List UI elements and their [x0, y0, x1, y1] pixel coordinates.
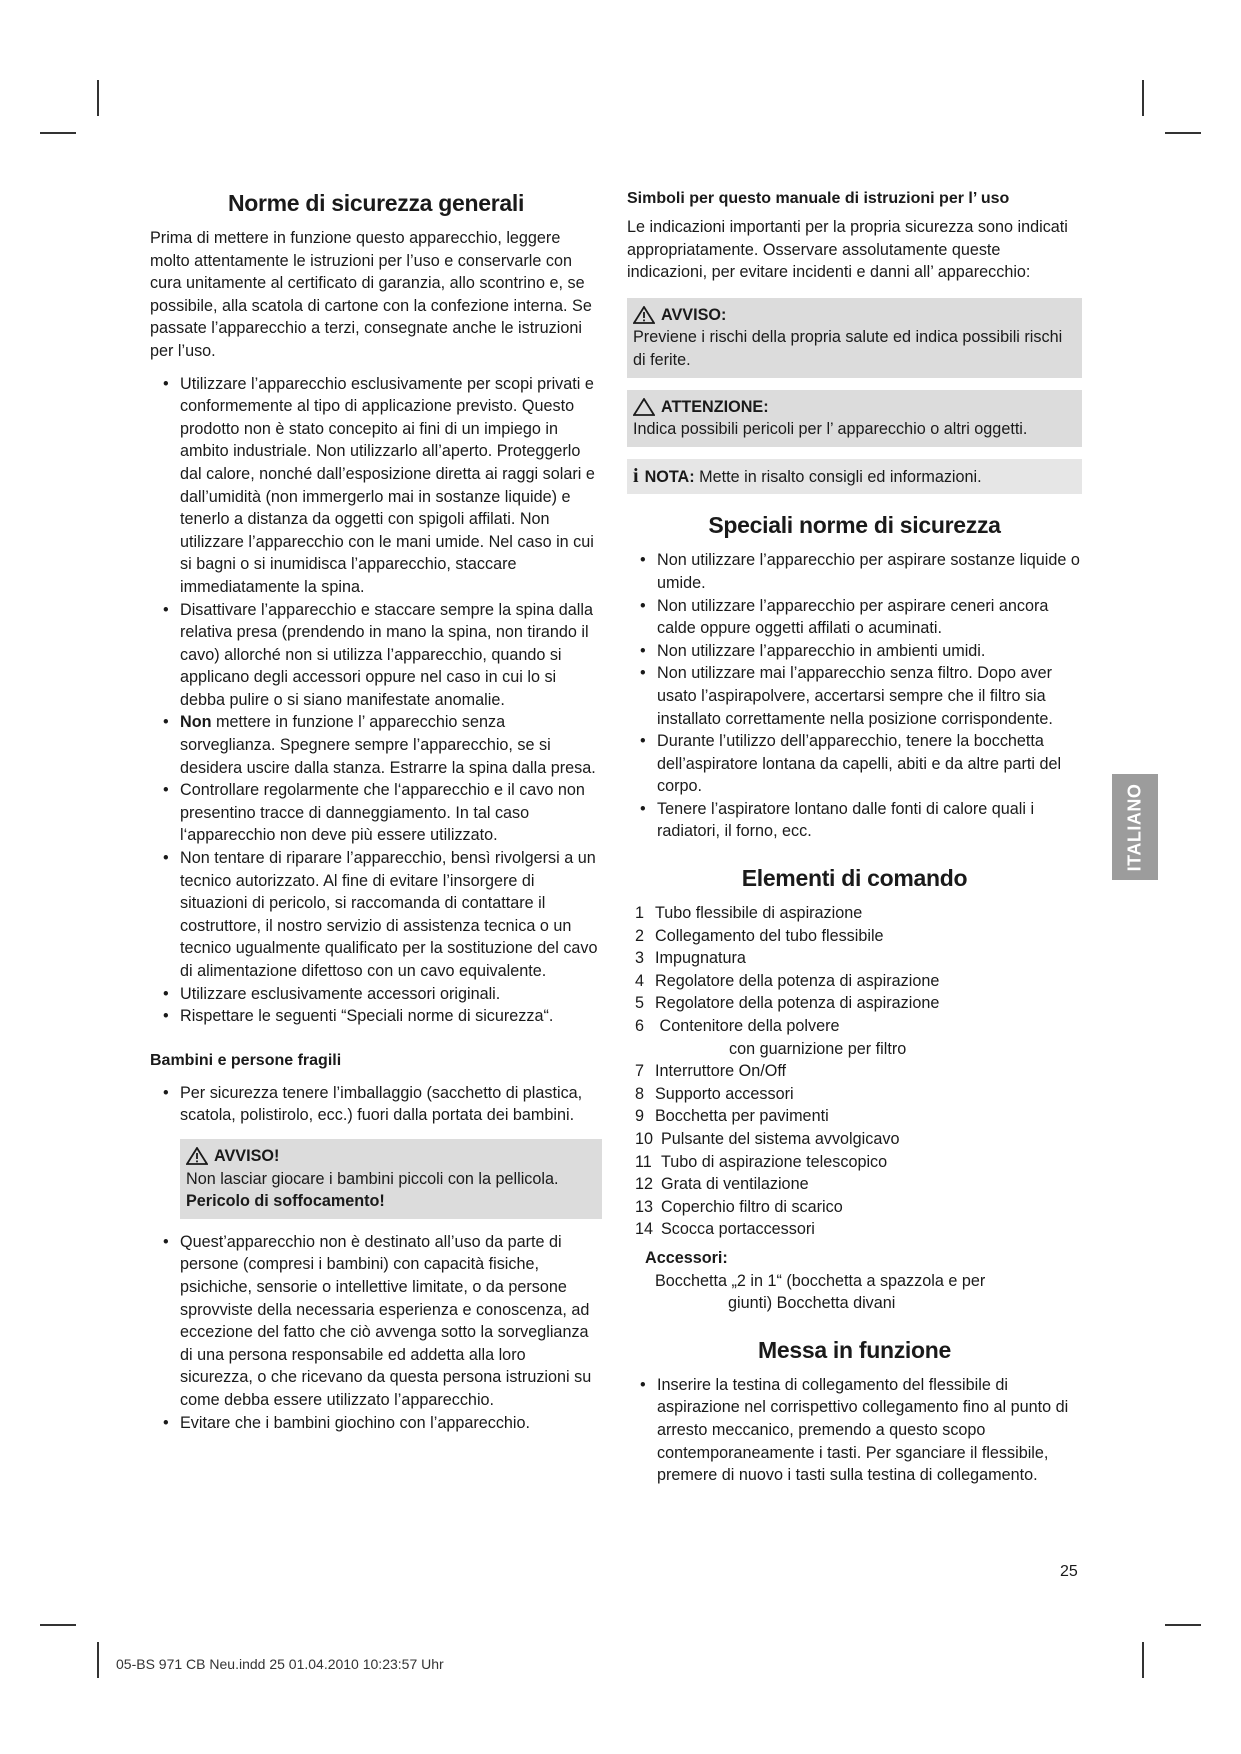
crop-mark — [40, 132, 76, 134]
list-item: • Non mettere in funzione l’ apparecchio senza sorveglianza. Spegnere sempre l’apparecchio, se si desidera uscire dalla stanza. Estrarre la spina dalla presa. — [163, 713, 596, 777]
list-item: 9 Bocchetta per pavimenti — [635, 1107, 829, 1126]
kids-bullet-list-2 — [150, 1231, 602, 1434]
attenzione-head: ATTENZIONE: — [633, 396, 1076, 419]
crop-mark — [97, 1642, 99, 1678]
special-safety-title: Speciali norme di sicurezza — [708, 512, 1001, 539]
warning-triangle-icon — [186, 1147, 208, 1165]
list-item: 13 Coperchio filtro di scarico — [635, 1197, 843, 1216]
attenzione-box — [627, 390, 1082, 447]
list-item: 4 Regolatore della potenza di aspirazione — [635, 971, 940, 990]
symbols-intro: Le indicazioni importanti per la propria sicurezza sono indicati appropriatamente. Osservare assolutamente queste indicazioni, per evitare incidenti e danni all’ apparecchio: — [627, 218, 1068, 282]
list-item: 1 Tubo flessibile di aspirazione — [635, 904, 863, 923]
accessories-heading: Accessori: — [645, 1248, 728, 1267]
controls-list — [627, 902, 1082, 1241]
accessories-block — [627, 1247, 1082, 1315]
list-item: • Tenere l’aspiratore lontano dalle fonti di calore quali i radiatori, il forno, ecc. — [640, 799, 1035, 841]
nota-text: Mette in risalto consigli ed informazioni. — [699, 467, 982, 486]
start-bullet-list — [627, 1374, 1082, 1487]
safety-bullet-list — [150, 373, 602, 1028]
info-icon: i — [633, 464, 639, 487]
list-item: • Disattivare l’apparecchio e staccare sempre la spina dalla relativa presa (prendendo in mano la spina, non tirando il cavo) allorché non si utilizza l’apparecchio, quando si applicano degli accessori oppure nel caso in cui lo si debba pulire o si siano manifestate anomalie. — [163, 600, 593, 709]
left-column — [150, 190, 602, 1434]
warning-box — [180, 1139, 602, 1219]
crop-mark — [97, 80, 99, 116]
list-item: • Inserire la testina di collegamento del flessibile di aspirazione nel corrispettivo collegamento fino al punto di arresto meccanico, premendo a questo scopo contemporaneamente i tasti. Per sganciare il flessibile, premere di nuovo i tasti sulla testina di collegamento. — [640, 1375, 1069, 1485]
crop-mark — [40, 1624, 76, 1626]
list-item: • Non tentare di riparare l’apparecchio, bensì rivolgersi a un tecnico autorizzato. Al fine di evitare l’insorgere di situazioni di pericolo, si raccomanda di contattare il costruttore, il nostro servizio di assistenza tecnica o un tecnico ugualmente qualificato per la sostituzione del cavo di alimentazione difettoso con un cavo equivalente. — [163, 849, 598, 980]
print-footer: 05-BS 971 CB Neu.indd 25 01.04.2010 10:23:57 Uhr — [116, 1656, 444, 1672]
controls-title: Elementi di comando — [741, 865, 968, 892]
language-tab — [1112, 774, 1158, 880]
list-item: • Evitare che i bambini giochino con l’apparecchio. — [163, 1413, 531, 1432]
list-item: • Utilizzare l’apparecchio esclusivamente per scopi privati e conformemente al tipo di applicazione previsto. Questo prodotto non è stato concepito ai fini di un impiego in ambito industriale. Non utilizzarlo all’aperto. Proteggerlo dal calore, nonché dall’esposizione diretta ai raggi solari e dall’umidità (non immergerlo mai in sostanze liquide) e tenerlo a distanza da oggetti con spigoli affilati. Non utilizzare l’apparecchio con le mani umide. Nel caso in cui si bagni o si inumidisca l’apparecchio, staccare immediatamente la spina. — [163, 374, 595, 596]
list-item-continued: con guarnizione per filtro — [729, 1039, 907, 1058]
list-item: • Controllare regolarmente che l‘apparecchio e il cavo non presentino tracce di danneggiamento. In tal caso l‘apparecchio non deve più essere utilizzato. — [163, 781, 585, 845]
caution-triangle-icon — [633, 398, 655, 416]
right-column — [627, 190, 1082, 1487]
list-item: 3 Impugnatura — [635, 949, 746, 968]
warning-box-head: AVVISO! — [186, 1145, 596, 1168]
crop-mark — [1142, 1642, 1144, 1678]
list-item: 7 Interruttore On/Off — [635, 1062, 787, 1081]
warning-box-bold: Pericolo di soffocamento! — [186, 1192, 385, 1211]
accessories-line: Bocchetta „2 in 1“ (bocchetta a spazzola e per — [655, 1271, 986, 1290]
list-item: 5 Regolatore della potenza di aspirazione — [635, 994, 940, 1013]
crop-mark — [1142, 80, 1144, 116]
list-item: • Non utilizzare l’apparecchio per aspirare sostanze liquide o umide. — [640, 551, 1080, 592]
intro-paragraph: Prima di mettere in funzione questo apparecchio, leggere molto attentamente le istruzioni per l’uso e conservarle con cura unitamente al certificato di garanzia, allo scontrino e, se possibile, alla scatola di cartone con la confezione interna. Se passate l’apparecchio a terzi, consegnate anche le istruzioni per l’uso. — [150, 229, 592, 360]
accessories-line: giunti) Bocchetta divani — [728, 1294, 896, 1313]
list-item: 6 Contenitore della polvere — [635, 1017, 840, 1036]
page-number: 25 — [1060, 1563, 1078, 1580]
list-item: • Utilizzare esclusivamente accessori originali. — [163, 984, 501, 1003]
list-item: 12 Grata di ventilazione — [635, 1175, 809, 1194]
list-item: 10 Pulsante del sistema avvolgicavo — [635, 1130, 900, 1148]
list-item: 2 Collegamento del tubo flessibile — [635, 926, 884, 945]
start-title: Messa in funzione — [758, 1336, 951, 1363]
avviso-head: AVVISO: — [633, 304, 1076, 327]
avviso-text: Previene i rischi della propria salute ed indica possibili rischi di ferite. — [633, 328, 1063, 369]
list-item: • Rispettare le seguenti “Speciali norme di sicurezza“. — [163, 1007, 554, 1026]
kids-heading: Bambini e persone fragili — [150, 1051, 342, 1069]
nota-head: NOTA: — [644, 467, 695, 486]
warning-triangle-icon — [633, 306, 655, 324]
list-item: • Per sicurezza tenere l’imballaggio (sacchetto di plastica, scatola, polistirolo, ecc.) fuori dalla portata dei bambini. — [163, 1083, 583, 1125]
list-item: • Non utilizzare l’apparecchio in ambienti umidi. — [640, 641, 986, 660]
list-item: 11 Tubo di aspirazione telescopico — [635, 1152, 888, 1171]
avviso-box — [627, 298, 1082, 378]
crop-mark — [1165, 1624, 1201, 1626]
list-item: • Durante l’utilizzo dell’apparecchio, tenere la bocchetta dell’aspiratore lontana da capelli, abiti e da altre parti del corpo. — [640, 732, 1062, 796]
warning-box-text: Non lasciar giocare i bambini piccoli con la pellicola. — [186, 1169, 559, 1188]
crop-mark — [1165, 132, 1201, 134]
list-item: 8 Supporto accessori — [635, 1084, 794, 1103]
special-bullet-list — [627, 549, 1082, 843]
list-item: 14 Scocca portaccessori — [635, 1220, 815, 1239]
bold-word: Non — [180, 713, 212, 732]
language-tab-label: ITALIANO — [1124, 783, 1145, 871]
list-item: • Non utilizzare l’apparecchio per aspirare ceneri ancora calde oppure oggetti affilati o acuminati. — [640, 596, 1049, 638]
kids-bullet-list — [150, 1082, 602, 1127]
general-safety-title: Norme di sicurezza generali — [227, 190, 525, 216]
attenzione-text: Indica possibili pericoli per l’ apparecchio o altri oggetti. — [633, 420, 1028, 439]
list-item: • Quest’apparecchio non è destinato all’uso da parte di persone (compresi i bambini) con capacità fisiche, psichiche, sensorie o intellettive limitate, o da persone sprovviste della necessaria esperienza e conoscenza, ad eccezione del fatto che ciò avvenga sotto la sorveglianza di una persona responsabile ed addetta alla loro sicurezza, o che ricevano da questa persona istruzioni su come debba essere utilizzato l’apparecchio. — [163, 1232, 592, 1409]
symbols-heading: Simboli per questo manuale di istruzioni per l’ uso — [627, 190, 1010, 207]
list-item: • Non utilizzare mai l’apparecchio senza filtro. Dopo aver usato l’aspirapolvere, accertarsi sempre che il filtro sia installato correttamente nella posizione corrispondente. — [640, 664, 1053, 728]
nota-box — [627, 459, 1082, 495]
